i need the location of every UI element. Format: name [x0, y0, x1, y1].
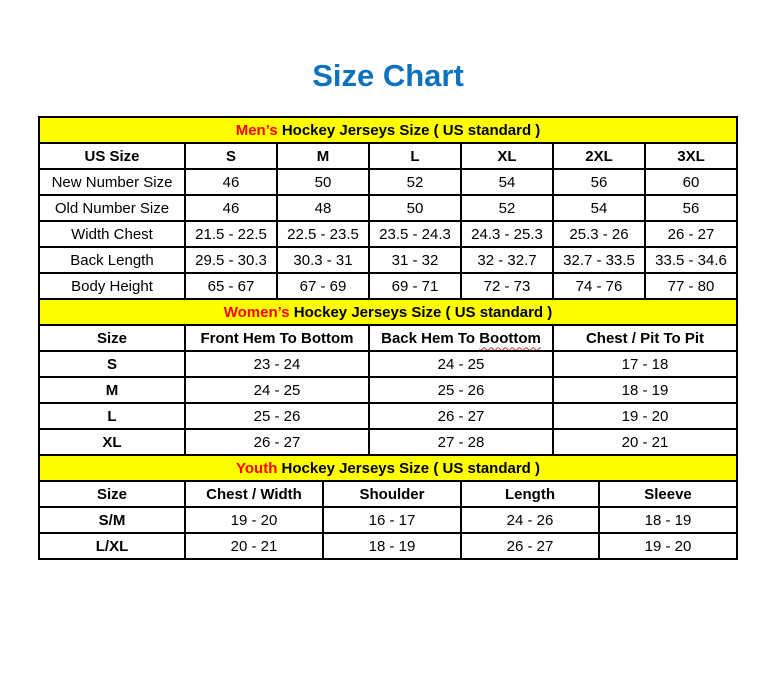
mens-cell: 48: [277, 195, 369, 221]
mens-row-label: Body Height: [39, 273, 185, 299]
youth-column-header: Chest / Width: [185, 481, 323, 507]
womens-cell: 19 - 20: [553, 403, 737, 429]
mens-cell: 60: [645, 169, 737, 195]
mens-cell: 22.5 - 23.5: [277, 221, 369, 247]
youth-column-header: Length: [461, 481, 599, 507]
mens-cell: 32.7 - 33.5: [553, 247, 645, 273]
table-row: [39, 247, 737, 273]
womens-column-header: Size: [39, 325, 185, 351]
womens-section-header: [39, 299, 737, 325]
mens-column-header: S: [185, 143, 277, 169]
table-row: [39, 429, 737, 455]
womens-cell: 24 - 25: [369, 351, 553, 377]
youth-row-label: S/M: [39, 507, 185, 533]
table-row: [39, 507, 737, 533]
youth-section-accent: Youth: [236, 459, 278, 477]
youth-cell: 24 - 26: [461, 507, 599, 533]
mens-section-header: [39, 117, 737, 143]
womens-cell: 25 - 26: [185, 403, 369, 429]
youth-cell: 26 - 27: [461, 533, 599, 559]
mens-section-title: Hockey Jerseys Size ( US standard ): [281, 121, 541, 139]
womens-column-header-row: [39, 325, 737, 351]
mens-cell: 52: [369, 169, 461, 195]
womens-cell: 27 - 28: [369, 429, 553, 455]
womens-section-accent: Women’s: [223, 303, 290, 321]
mens-column-header-row: [39, 143, 737, 169]
womens-cell: 18 - 19: [553, 377, 737, 403]
table-row: [39, 533, 737, 559]
youth-size-table: [38, 454, 738, 560]
table-row: [39, 377, 737, 403]
mens-cell: 50: [277, 169, 369, 195]
table-row: [39, 403, 737, 429]
mens-row-label: New Number Size: [39, 169, 185, 195]
youth-cell: 18 - 19: [323, 533, 461, 559]
womens-column-header: [369, 325, 553, 351]
womens-column-header: Front Hem To Bottom: [185, 325, 369, 351]
mens-cell: 25.3 - 26: [553, 221, 645, 247]
womens-size-table: [38, 298, 738, 456]
mens-column-header: 3XL: [645, 143, 737, 169]
misspelled-word: Boottom: [479, 329, 541, 347]
youth-column-header: Shoulder: [323, 481, 461, 507]
mens-cell: 21.5 - 22.5: [185, 221, 277, 247]
mens-size-table: [38, 116, 738, 300]
mens-cell: 24.3 - 25.3: [461, 221, 553, 247]
mens-cell: 46: [185, 195, 277, 221]
mens-cell: 74 - 76: [553, 273, 645, 299]
table-row: [39, 221, 737, 247]
youth-cell: 20 - 21: [185, 533, 323, 559]
womens-cell: 26 - 27: [369, 403, 553, 429]
womens-cell: 17 - 18: [553, 351, 737, 377]
table-row: [39, 351, 737, 377]
womens-cell: 23 - 24: [185, 351, 369, 377]
youth-section-title: Hockey Jerseys Size ( US standard ): [281, 459, 540, 477]
youth-section-row: [39, 455, 737, 481]
table-row: [39, 169, 737, 195]
mens-cell: 50: [369, 195, 461, 221]
youth-cell: 18 - 19: [599, 507, 737, 533]
womens-section-title: Hockey Jerseys Size ( US standard ): [293, 303, 553, 321]
youth-column-header: Sleeve: [599, 481, 737, 507]
youth-column-header: Size: [39, 481, 185, 507]
womens-cell: 20 - 21: [553, 429, 737, 455]
mens-cell: 72 - 73: [461, 273, 553, 299]
mens-column-header: M: [277, 143, 369, 169]
mens-cell: 77 - 80: [645, 273, 737, 299]
mens-row-label: Back Length: [39, 247, 185, 273]
womens-row-label: L: [39, 403, 185, 429]
mens-section-accent: Men’s: [235, 121, 278, 139]
mens-cell: 23.5 - 24.3: [369, 221, 461, 247]
mens-column-header: US Size: [39, 143, 185, 169]
youth-cell: 19 - 20: [185, 507, 323, 533]
mens-cell: 30.3 - 31: [277, 247, 369, 273]
mens-cell: 54: [461, 169, 553, 195]
mens-column-header: L: [369, 143, 461, 169]
mens-cell: 31 - 32: [369, 247, 461, 273]
mens-cell: 67 - 69: [277, 273, 369, 299]
mens-column-header: XL: [461, 143, 553, 169]
womens-row-label: XL: [39, 429, 185, 455]
womens-column-header: Chest / Pit To Pit: [553, 325, 737, 351]
mens-cell: 69 - 71: [369, 273, 461, 299]
mens-cell: 54: [553, 195, 645, 221]
mens-cell: 32 - 32.7: [461, 247, 553, 273]
womens-section-row: [39, 299, 737, 325]
mens-section-row: [39, 117, 737, 143]
womens-cell: 26 - 27: [185, 429, 369, 455]
youth-cell: 16 - 17: [323, 507, 461, 533]
youth-row-label: L/XL: [39, 533, 185, 559]
mens-cell: 29.5 - 30.3: [185, 247, 277, 273]
youth-section-header: [39, 455, 737, 481]
mens-cell: 46: [185, 169, 277, 195]
mens-row-label: Width Chest: [39, 221, 185, 247]
womens-row-label: M: [39, 377, 185, 403]
mens-cell: 52: [461, 195, 553, 221]
table-row: [39, 195, 737, 221]
mens-cell: 26 - 27: [645, 221, 737, 247]
womens-column-header-prefix: Back Hem To: [381, 329, 476, 347]
womens-cell: 25 - 26: [369, 377, 553, 403]
womens-row-label: S: [39, 351, 185, 377]
mens-column-header: 2XL: [553, 143, 645, 169]
mens-cell: 56: [553, 169, 645, 195]
mens-cell: 65 - 67: [185, 273, 277, 299]
page-title: Size Chart: [312, 58, 464, 93]
mens-cell: 33.5 - 34.6: [645, 247, 737, 273]
youth-column-header-row: [39, 481, 737, 507]
mens-cell: 56: [645, 195, 737, 221]
mens-row-label: Old Number Size: [39, 195, 185, 221]
table-row: [39, 273, 737, 299]
youth-cell: 19 - 20: [599, 533, 737, 559]
womens-cell: 24 - 25: [185, 377, 369, 403]
